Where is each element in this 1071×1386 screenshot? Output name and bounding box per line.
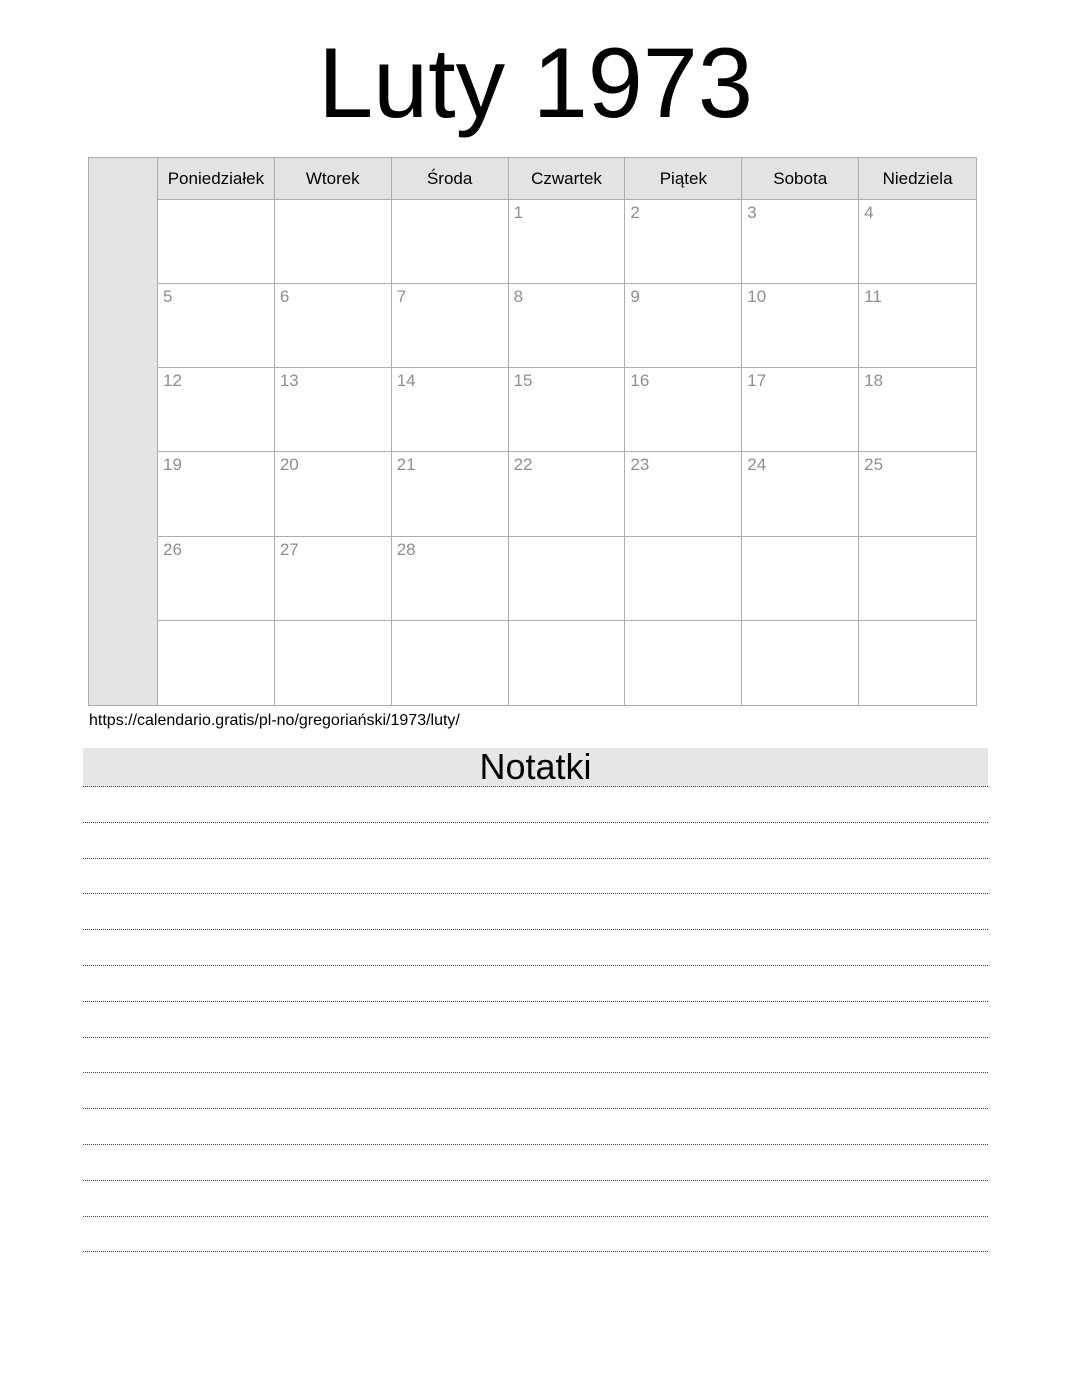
day-number: 22 [513, 455, 533, 475]
day-number: 11 [864, 287, 882, 307]
day-cell-16 [625, 368, 742, 452]
day-number: 28 [396, 539, 416, 559]
day-cell-empty [625, 537, 742, 621]
note-line [83, 1073, 988, 1109]
day-number: 26 [163, 539, 182, 559]
day-number: 15 [513, 371, 533, 391]
week-number-column [89, 158, 158, 705]
page-title: Luty 1973 [318, 27, 753, 138]
note-line [83, 1109, 988, 1145]
day-cell-13 [275, 368, 392, 452]
weekday-header-4: Czwartek [509, 158, 626, 200]
note-line [83, 787, 988, 823]
calendar-grid [158, 158, 976, 705]
day-number: 4 [864, 203, 874, 222]
weekday-header-2: Wtorek [275, 158, 392, 200]
day-number: 1 [513, 203, 524, 222]
day-number: 18 [864, 371, 884, 391]
day-cell-24 [742, 452, 859, 536]
day-number: 9 [630, 287, 640, 307]
note-line [83, 823, 988, 859]
day-number: 14 [396, 371, 416, 391]
day-cell-empty [158, 621, 275, 705]
day-number: 17 [747, 371, 767, 391]
day-number: 23 [630, 455, 650, 475]
day-cell-19 [158, 452, 275, 536]
note-line [83, 930, 988, 966]
day-cell-22 [509, 452, 626, 536]
day-cell-empty [509, 621, 626, 705]
day-cell-15 [509, 368, 626, 452]
day-cell-empty [509, 537, 626, 621]
day-cell-4 [859, 200, 976, 284]
day-cell-18 [859, 368, 976, 452]
day-cell-10 [742, 284, 859, 368]
day-number: 24 [747, 455, 767, 475]
day-number: 21 [396, 455, 416, 475]
day-number: 13 [279, 371, 299, 391]
day-number: 7 [396, 287, 407, 307]
notes-lines [83, 787, 988, 1252]
note-line [83, 1217, 988, 1253]
day-cell-empty [742, 621, 859, 705]
day-number: 25 [864, 455, 884, 475]
day-cell-23 [625, 452, 742, 536]
note-line [83, 894, 988, 930]
day-number: 3 [747, 203, 757, 222]
day-cell-empty [392, 621, 509, 705]
day-cell-8 [509, 284, 626, 368]
day-cell-11 [859, 284, 976, 368]
day-number: 5 [163, 287, 173, 307]
day-number: 12 [163, 371, 182, 391]
weekday-header-7: Niedziela [859, 158, 976, 200]
day-cell-empty [625, 621, 742, 705]
day-cell-empty [275, 200, 392, 284]
calendar-table [88, 157, 977, 706]
day-cell-17 [742, 368, 859, 452]
day-number: 20 [279, 455, 299, 475]
day-cell-1 [509, 200, 626, 284]
day-number: 2 [630, 203, 640, 222]
weekday-header-3: Środa [392, 158, 509, 200]
day-cell-5 [158, 284, 275, 368]
day-number: 6 [279, 287, 290, 307]
notes-title: Notatki [479, 746, 592, 787]
day-number: 10 [747, 287, 767, 307]
day-cell-25 [859, 452, 976, 536]
day-cell-empty [275, 621, 392, 705]
day-cell-26 [158, 537, 275, 621]
weekday-header-1: Poniedziałek [158, 158, 275, 200]
note-line [83, 1181, 988, 1217]
source-url: https://calendario.gratis/pl-no/gregoriański/1973/luty/ [89, 712, 460, 729]
note-line [83, 1038, 988, 1074]
day-cell-21 [392, 452, 509, 536]
note-line [83, 1002, 988, 1038]
note-line [83, 966, 988, 1002]
weekday-header-5: Piątek [625, 158, 742, 200]
day-cell-9 [625, 284, 742, 368]
note-line [83, 1145, 988, 1181]
day-cell-2 [625, 200, 742, 284]
day-cell-14 [392, 368, 509, 452]
day-cell-empty [859, 621, 976, 705]
day-number: 27 [279, 539, 299, 559]
day-cell-empty [158, 200, 275, 284]
day-cell-20 [275, 452, 392, 536]
weekday-header-6: Sobota [742, 158, 859, 200]
day-cell-28 [392, 537, 509, 621]
notes-header-band [83, 748, 988, 787]
day-cell-empty [742, 537, 859, 621]
day-number: 19 [163, 455, 182, 475]
day-number: 16 [630, 371, 650, 391]
day-cell-empty [859, 537, 976, 621]
day-number: 8 [513, 287, 524, 307]
day-cell-7 [392, 284, 509, 368]
note-line [83, 859, 988, 895]
day-cell-27 [275, 537, 392, 621]
day-cell-12 [158, 368, 275, 452]
day-cell-6 [275, 284, 392, 368]
day-cell-empty [392, 200, 509, 284]
day-cell-3 [742, 200, 859, 284]
